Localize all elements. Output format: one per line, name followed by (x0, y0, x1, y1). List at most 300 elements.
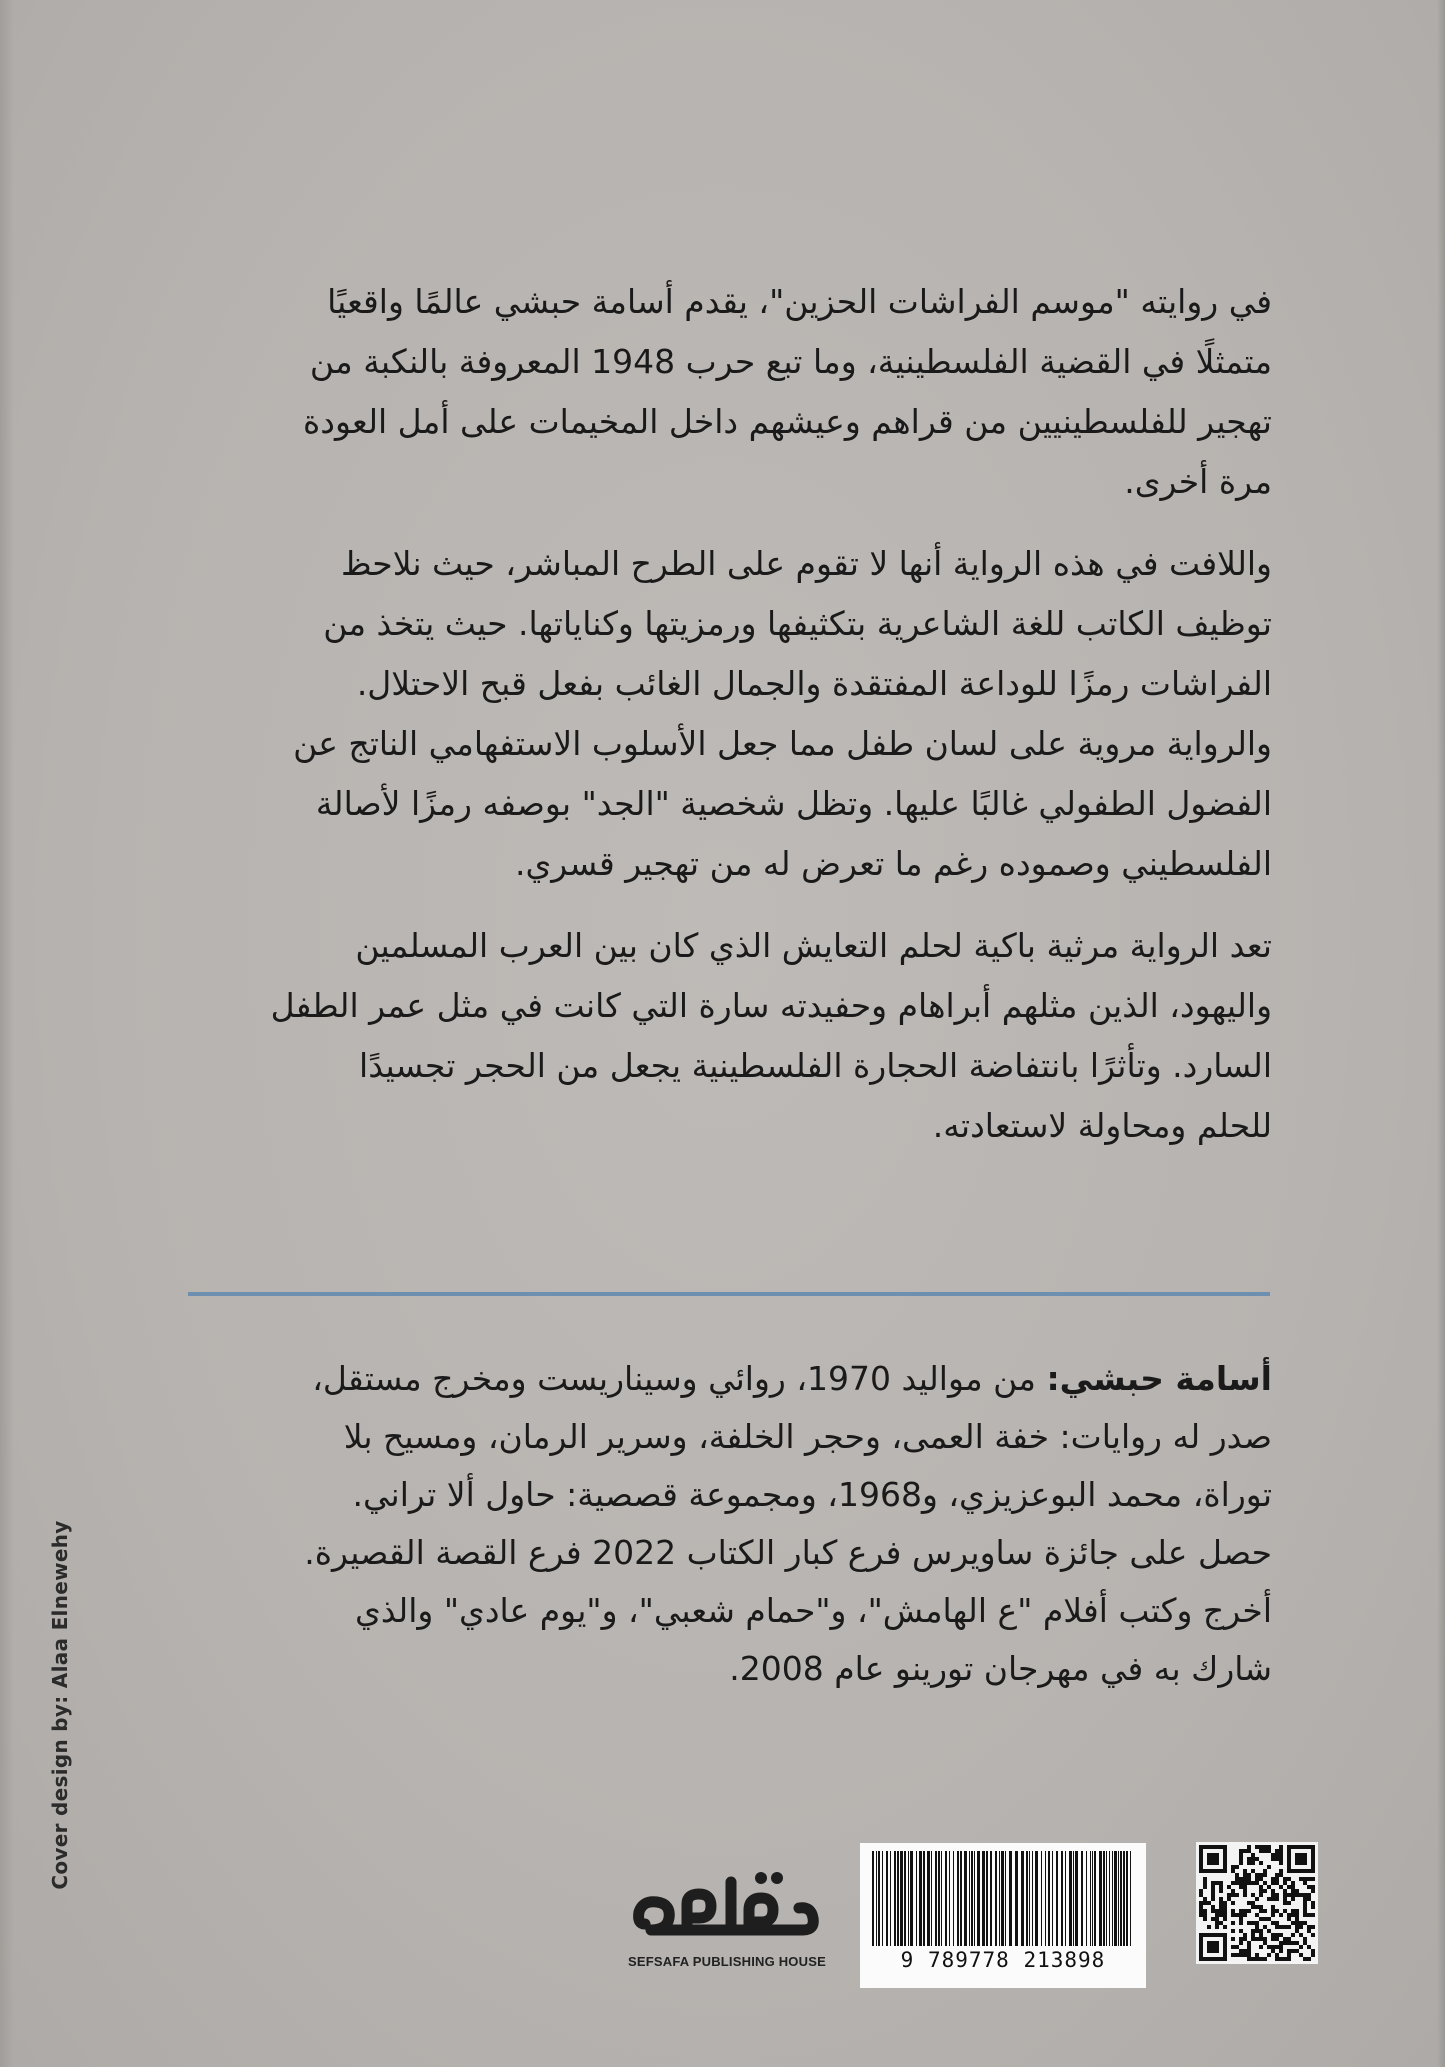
barcode-bar (1065, 1851, 1066, 1946)
qr-module (1291, 1897, 1295, 1901)
qr-module (1239, 1877, 1243, 1881)
qr-module (1235, 1893, 1239, 1897)
barcode-bar (1021, 1851, 1024, 1946)
barcode-bar (974, 1851, 975, 1946)
qr-module (1211, 1881, 1215, 1885)
qr-module (1211, 1917, 1215, 1921)
qr-module (1295, 1949, 1299, 1953)
qr-module (1215, 1925, 1219, 1929)
barcode-bar (876, 1851, 877, 1946)
qr-module (1235, 1881, 1239, 1885)
qr-module (1311, 1889, 1315, 1893)
barcode-bar (910, 1851, 913, 1946)
qr-module (1231, 1893, 1235, 1897)
qr-module (1307, 1885, 1311, 1889)
barcode-bar (897, 1851, 899, 1946)
qr-module (1263, 1941, 1267, 1945)
barcode-bar (1130, 1851, 1131, 1946)
qr-module (1259, 1937, 1263, 1941)
barcode-bar (1032, 1851, 1033, 1946)
qr-module (1299, 1953, 1303, 1957)
qr-module (1247, 1873, 1251, 1877)
barcode-bar (1106, 1851, 1107, 1946)
qr-code (1196, 1842, 1318, 1964)
qr-module (1259, 1885, 1263, 1889)
qr-module (1291, 1909, 1295, 1913)
qr-module (1243, 1885, 1247, 1889)
qr-module (1275, 1893, 1279, 1897)
qr-module (1267, 1917, 1271, 1921)
qr-module (1307, 1957, 1311, 1961)
qr-module (1291, 1889, 1295, 1893)
barcode-bar (957, 1851, 959, 1946)
qr-module (1199, 1901, 1203, 1905)
qr-module (1295, 1929, 1299, 1933)
qr-module (1215, 1913, 1219, 1917)
qr-module (1243, 1873, 1247, 1877)
qr-module (1211, 1897, 1215, 1901)
qr-module (1299, 1925, 1303, 1929)
qr-module (1263, 1869, 1267, 1873)
qr-module (1279, 1853, 1283, 1857)
qr-module (1279, 1949, 1283, 1953)
qr-module (1227, 1885, 1231, 1889)
qr-module (1243, 1869, 1247, 1873)
qr-module (1303, 1877, 1307, 1881)
qr-module (1275, 1953, 1279, 1957)
qr-module (1247, 1941, 1251, 1945)
qr-module (1243, 1937, 1247, 1941)
qr-module (1271, 1933, 1275, 1937)
qr-module (1235, 1877, 1239, 1881)
qr-module (1247, 1921, 1251, 1925)
qr-module (1223, 1913, 1227, 1917)
qr-module (1255, 1905, 1259, 1909)
qr-module (1239, 1857, 1243, 1861)
barcode-bar (1061, 1851, 1063, 1946)
qr-module (1239, 1909, 1243, 1913)
blurb-line: واليهود، الذين مثلهم أبراهام وحفيدته سارة التي كانت في مثل عمر الطفل (270, 986, 1272, 1025)
qr-module (1267, 1929, 1271, 1933)
qr-module (1251, 1933, 1255, 1937)
qr-module (1279, 1957, 1283, 1961)
qr-module (1243, 1933, 1247, 1937)
qr-module (1231, 1889, 1235, 1893)
qr-module (1303, 1909, 1307, 1913)
qr-module (1307, 1893, 1311, 1897)
bio-line: حصل على جائزة ساويرس فرع كبار الكتاب 2022 فرع القصة القصيرة. (304, 1533, 1272, 1572)
blurb-line: تهجير للفلسطينيين من قراهم وعيشهم داخل المخيمات على أمل العودة (303, 402, 1272, 441)
qr-module (1251, 1957, 1255, 1961)
bio-line: أخرج وكتب أفلام "ع الهامش"، و"حمام شعبي"، و"يوم عادي" والذي (355, 1591, 1272, 1630)
blurb-line: مرة أخرى. (1124, 462, 1272, 501)
qr-module (1207, 1925, 1211, 1929)
qr-module (1227, 1893, 1231, 1897)
qr-module (1275, 1857, 1279, 1861)
qr-module (1275, 1873, 1279, 1877)
qr-module (1259, 1873, 1263, 1877)
blurb-line: متمثلًا في القضية الفلسطينية، وما تبع حرب 1948 المعروفة بالنكبة من (309, 342, 1272, 381)
qr-module (1259, 1845, 1263, 1849)
qr-module (1239, 1917, 1243, 1921)
barcode-bar (1118, 1851, 1119, 1946)
qr-module (1271, 1945, 1275, 1949)
barcode-bar (878, 1851, 880, 1946)
qr-module (1291, 1913, 1295, 1917)
qr-module (1243, 1849, 1247, 1853)
qr-module (1211, 1885, 1215, 1889)
qr-module (1279, 1913, 1283, 1917)
qr-module (1271, 1857, 1275, 1861)
qr-module (1251, 1921, 1255, 1925)
qr-module (1291, 1885, 1295, 1889)
qr-module (1307, 1897, 1311, 1901)
qr-module (1279, 1873, 1283, 1877)
barcode-bar (1090, 1851, 1091, 1946)
qr-module (1271, 1881, 1275, 1885)
barcode-bar (938, 1851, 940, 1946)
blurb-line: الفلسطيني وصموده رغم ما تعرض له من تهجير قسري. (514, 844, 1272, 883)
qr-module (1307, 1913, 1311, 1917)
qr-module (1231, 1901, 1235, 1905)
qr-module (1255, 1897, 1259, 1901)
qr-module (1279, 1941, 1283, 1945)
qr-module (1247, 1845, 1251, 1849)
qr-module (1311, 1953, 1315, 1957)
qr-module (1255, 1937, 1259, 1941)
qr-module (1247, 1953, 1251, 1957)
qr-module (1275, 1925, 1279, 1929)
qr-module (1231, 1869, 1235, 1873)
barcode-bar (945, 1851, 947, 1946)
qr-module (1239, 1921, 1243, 1925)
qr-module (1227, 1897, 1231, 1901)
qr-module (1247, 1877, 1251, 1881)
qr-module (1263, 1889, 1267, 1893)
barcode-bar (1052, 1851, 1053, 1946)
qr-module (1299, 1945, 1303, 1949)
barcode-bar (935, 1851, 937, 1946)
qr-module (1215, 1921, 1219, 1925)
qr-module (1263, 1845, 1267, 1849)
section-divider (188, 1292, 1270, 1296)
qr-module (1255, 1953, 1259, 1957)
qr-module (1271, 1897, 1275, 1901)
qr-module (1275, 1849, 1279, 1853)
qr-module (1295, 1925, 1299, 1929)
barcode-bar (990, 1851, 992, 1946)
qr-module (1287, 1901, 1291, 1905)
qr-module (1231, 1953, 1235, 1957)
qr-module (1271, 1921, 1275, 1925)
qr-module (1243, 1913, 1247, 1917)
qr-module (1211, 1889, 1215, 1893)
qr-module (1199, 1909, 1203, 1913)
qr-module (1311, 1901, 1315, 1905)
qr-module (1203, 1881, 1207, 1885)
cover-design-credit: Cover design by: Alaa Elnewehy (48, 1520, 72, 1890)
qr-module (1295, 1913, 1299, 1917)
qr-module (1247, 1945, 1251, 1949)
qr-module (1275, 1921, 1279, 1925)
qr-module (1203, 1885, 1207, 1889)
qr-module (1219, 1897, 1223, 1901)
barcode-bar (931, 1851, 932, 1946)
qr-module (1283, 1937, 1287, 1941)
qr-module (1303, 1941, 1307, 1945)
blurb-line: الفراشات رمزًا للوداعة المفتقدة والجمال الغائب بفعل قبح الاحتلال. (356, 664, 1272, 703)
qr-module (1263, 1849, 1267, 1853)
qr-module (1303, 1897, 1307, 1901)
bio-first-line (190, 1350, 1272, 1408)
qr-module (1239, 1929, 1243, 1933)
barcode-bar (1126, 1851, 1128, 1946)
barcode-bar (977, 1851, 980, 1946)
qr-module (1291, 1941, 1295, 1945)
qr-module (1255, 1873, 1259, 1877)
qr-module (1259, 1877, 1263, 1881)
blurb-paragraph-2 (190, 534, 1272, 894)
qr-module (1295, 1893, 1299, 1897)
qr-module (1219, 1881, 1223, 1885)
cover-edge-right (1437, 0, 1445, 2067)
qr-module (1283, 1941, 1287, 1945)
qr-module (1247, 1901, 1251, 1905)
qr-module (1295, 1921, 1299, 1925)
qr-module (1303, 1893, 1307, 1897)
qr-module (1263, 1917, 1267, 1921)
blurb-line: واللافت في هذه الرواية أنها لا تقوم على الطرح المباشر، حيث نلاحظ (340, 544, 1272, 583)
qr-module (1303, 1905, 1307, 1909)
blurb-line: والرواية مروية على لسان طفل مما جعل الأسلوب الاستفهامي الناتج عن (293, 724, 1272, 763)
qr-module (1207, 1901, 1211, 1905)
qr-module (1291, 1881, 1295, 1885)
qr-module (1299, 1933, 1303, 1937)
sefsafa-logo-icon (627, 1852, 827, 1952)
bio-line: من مواليد 1970، روائي وسيناريست ومخرج مستقل، (312, 1359, 1036, 1398)
qr-finder (1207, 1941, 1219, 1953)
blurb-line: الفضول الطفولي غالبًا عليها. وتظل شخصية "الجد" بوصفه رمزًا لأصالة (315, 784, 1272, 823)
qr-module (1247, 1857, 1251, 1861)
qr-module (1295, 1909, 1299, 1913)
qr-module (1219, 1913, 1223, 1917)
qr-module (1283, 1957, 1287, 1961)
qr-module (1251, 1929, 1255, 1933)
qr-module (1291, 1921, 1295, 1925)
qr-module (1287, 1893, 1291, 1897)
qr-module (1295, 1917, 1299, 1921)
qr-module (1203, 1901, 1207, 1905)
qr-module (1203, 1909, 1207, 1913)
qr-module (1263, 1925, 1267, 1929)
qr-module (1311, 1877, 1315, 1881)
qr-module (1259, 1861, 1263, 1865)
qr-module (1231, 1865, 1235, 1869)
qr-module (1247, 1849, 1251, 1853)
isbn-barcode (860, 1843, 1146, 1988)
qr-module (1259, 1945, 1263, 1949)
barcode-bar (1005, 1851, 1006, 1946)
qr-module (1247, 1909, 1251, 1913)
qr-module (1219, 1905, 1223, 1909)
qr-module (1259, 1957, 1263, 1961)
qr-module (1247, 1949, 1251, 1953)
barcode-bar (1094, 1851, 1096, 1946)
qr-module (1251, 1893, 1255, 1897)
barcode-bar (1048, 1851, 1050, 1946)
blurb-line: السارد. وتأثرًا بانتفاضة الحجارة الفلسطينية يجعل من الحجر تجسيدًا (359, 1046, 1272, 1085)
qr-module (1267, 1897, 1271, 1901)
qr-module (1275, 1933, 1279, 1937)
blurb-line: تعد الرواية مرثية باكية لحلم التعايش الذي كان بين العرب المسلمين (355, 926, 1272, 965)
qr-module (1255, 1921, 1259, 1925)
qr-module (1255, 1857, 1259, 1861)
barcode-bar (894, 1851, 896, 1946)
qr-module (1231, 1921, 1235, 1925)
barcode-bar (941, 1851, 942, 1946)
qr-module (1275, 1881, 1279, 1885)
qr-module (1219, 1909, 1223, 1913)
barcode-bar (1092, 1851, 1093, 1946)
qr-module (1267, 1865, 1271, 1869)
qr-module (1271, 1913, 1275, 1917)
qr-module (1255, 1913, 1259, 1917)
qr-module (1259, 1849, 1263, 1853)
barcode-bar (1041, 1851, 1042, 1946)
bio-line: شارك به في مهرجان تورينو عام 2008. (729, 1649, 1272, 1688)
barcode-bar (1026, 1851, 1028, 1946)
qr-module (1287, 1949, 1291, 1953)
qr-module (1223, 1909, 1227, 1913)
qr-module (1263, 1873, 1267, 1877)
qr-module (1303, 1901, 1307, 1905)
qr-module (1219, 1921, 1223, 1925)
qr-module (1203, 1877, 1207, 1881)
qr-module (1263, 1957, 1267, 1961)
qr-module (1231, 1909, 1235, 1913)
qr-module (1291, 1949, 1295, 1953)
qr-module (1287, 1913, 1291, 1917)
qr-module (1287, 1937, 1291, 1941)
barcode-bar (923, 1851, 925, 1946)
barcode-bar (1112, 1851, 1113, 1946)
qr-module (1235, 1873, 1239, 1877)
qr-module (1291, 1893, 1295, 1897)
qr-module (1239, 1861, 1243, 1865)
qr-module (1291, 1933, 1295, 1937)
qr-module (1267, 1945, 1271, 1949)
qr-module (1231, 1929, 1235, 1933)
qr-module (1243, 1881, 1247, 1885)
qr-module (1299, 1893, 1303, 1897)
qr-module (1211, 1909, 1215, 1913)
barcode-bar (900, 1851, 903, 1946)
qr-module (1239, 1885, 1243, 1889)
qr-module (1243, 1909, 1247, 1913)
barcode-bar (908, 1851, 909, 1946)
qr-module (1259, 1929, 1263, 1933)
qr-module (1239, 1953, 1243, 1957)
qr-module (1275, 1945, 1279, 1949)
barcode-bar (919, 1851, 922, 1946)
barcode-bar (927, 1851, 930, 1946)
qr-module (1283, 1893, 1287, 1897)
qr-module (1283, 1877, 1287, 1881)
qr-module (1303, 1957, 1307, 1961)
qr-module (1271, 1877, 1275, 1881)
qr-module (1251, 1853, 1255, 1857)
qr-module (1271, 1889, 1275, 1893)
qr-module (1231, 1937, 1235, 1941)
qr-module (1251, 1857, 1255, 1861)
barcode-bar (1029, 1851, 1030, 1946)
qr-module (1251, 1905, 1255, 1909)
qr-module (1279, 1945, 1283, 1949)
qr-module (1275, 1853, 1279, 1857)
qr-module (1219, 1885, 1223, 1889)
qr-module (1199, 1889, 1203, 1893)
qr-module (1307, 1925, 1311, 1929)
qr-module (1295, 1889, 1299, 1893)
barcode-bar (1123, 1851, 1125, 1946)
qr-module (1267, 1845, 1271, 1849)
qr-module (1235, 1913, 1239, 1917)
blurb-paragraph-3 (190, 916, 1272, 1156)
qr-module (1255, 1925, 1259, 1929)
qr-module (1279, 1925, 1283, 1929)
qr-module (1243, 1889, 1247, 1893)
qr-module (1275, 1897, 1279, 1901)
qr-module (1279, 1849, 1283, 1853)
qr-module (1275, 1957, 1279, 1961)
qr-module (1251, 1901, 1255, 1905)
barcode-bar (1081, 1851, 1083, 1946)
qr-module (1283, 1897, 1287, 1901)
barcode-bar (1035, 1851, 1038, 1946)
isbn-number: 9 789778 213898 (900, 1948, 1106, 1972)
qr-module (1307, 1877, 1311, 1881)
qr-module (1251, 1861, 1255, 1865)
barcode-bar (953, 1851, 954, 1946)
barcode-bar (1114, 1851, 1117, 1946)
qr-module (1287, 1953, 1291, 1957)
barcode-icon (868, 1851, 1138, 1946)
barcode-bar (1015, 1851, 1018, 1946)
barcode-bar (1120, 1851, 1122, 1946)
qr-module (1259, 1889, 1263, 1893)
author-name: أسامة حبشي: (1046, 1359, 1272, 1398)
qr-module (1255, 1877, 1259, 1881)
qr-module (1287, 1957, 1291, 1961)
qr-module (1223, 1917, 1227, 1921)
qr-module (1223, 1905, 1227, 1909)
blurb-paragraph-1 (190, 272, 1272, 512)
qr-module (1311, 1933, 1315, 1937)
qr-module (1203, 1913, 1207, 1917)
barcode-bar (1109, 1851, 1110, 1946)
author-bio (190, 1350, 1272, 1698)
qr-module (1287, 1941, 1291, 1945)
qr-module (1259, 1917, 1263, 1921)
barcode-bar (969, 1851, 970, 1946)
barcode-bar (1069, 1851, 1072, 1946)
qr-module (1219, 1901, 1223, 1905)
qr-module (1231, 1881, 1235, 1885)
barcode-bar (949, 1851, 950, 1946)
qr-module (1211, 1893, 1215, 1897)
qr-module (1283, 1881, 1287, 1885)
qr-module (1231, 1913, 1235, 1917)
